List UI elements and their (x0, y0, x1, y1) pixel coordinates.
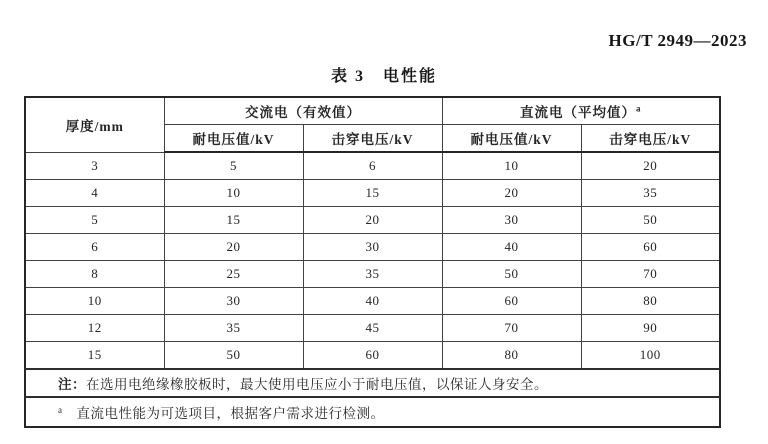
table-cell: 5 (25, 207, 164, 234)
note-row (25, 369, 720, 397)
thickness-column-header: 厚度/mm (25, 97, 164, 152)
table-cell: 10 (164, 180, 303, 207)
note-text: 在选用电绝缘橡胶板时，最大使用电压应小于耐电压值，以保证人身安全。 (86, 377, 548, 392)
table-cell: 25 (164, 261, 303, 288)
table-cell: 6 (25, 234, 164, 261)
table-cell: 20 (581, 152, 720, 180)
table-row (25, 261, 720, 288)
table-cell: 30 (303, 234, 442, 261)
dc-group-header (442, 97, 720, 125)
table-cell: 20 (303, 207, 442, 234)
table-cell: 60 (303, 342, 442, 370)
table-cell: 5 (164, 152, 303, 180)
table-cell: 10 (442, 152, 581, 180)
table-cell: 70 (442, 315, 581, 342)
table-cell: 50 (581, 207, 720, 234)
table-cell: 8 (25, 261, 164, 288)
footnote-superscript: a (58, 404, 63, 415)
dc-group-header-label: 直流电（平均值） (520, 105, 636, 120)
table-cell: 35 (164, 315, 303, 342)
dc-group-superscript: a (636, 103, 642, 114)
note-cell (25, 369, 720, 397)
table-notes (25, 369, 720, 427)
table-cell: 3 (25, 152, 164, 180)
ac-breakdown-voltage-header: 击穿电压/kV (303, 125, 442, 153)
table-cell: 45 (303, 315, 442, 342)
table-cell: 40 (442, 234, 581, 261)
electrical-properties-table (24, 96, 721, 428)
standard-number: HG/T 2949—2023 (608, 31, 747, 50)
table-cell: 20 (442, 180, 581, 207)
table-cell: 6 (303, 152, 442, 180)
table-cell: 20 (164, 234, 303, 261)
note-prefix: 注： (58, 377, 86, 392)
dc-breakdown-voltage-header: 击穿电压/kV (581, 125, 720, 153)
table-cell: 50 (442, 261, 581, 288)
table-cell: 40 (303, 288, 442, 315)
table-cell: 30 (442, 207, 581, 234)
table-cell: 30 (164, 288, 303, 315)
table-cell: 50 (164, 342, 303, 370)
table-cell: 10 (25, 288, 164, 315)
table-row (25, 234, 720, 261)
group-header-row (25, 97, 720, 125)
footnote-row (25, 397, 720, 427)
ac-withstand-voltage-header: 耐电压值/kV (164, 125, 303, 153)
table-row (25, 342, 720, 370)
footnote-cell (25, 397, 720, 427)
table-row (25, 315, 720, 342)
table-cell: 80 (442, 342, 581, 370)
table-cell: 60 (442, 288, 581, 315)
dc-withstand-voltage-header: 耐电压值/kV (442, 125, 581, 153)
table-cell: 90 (581, 315, 720, 342)
table-row (25, 288, 720, 315)
ac-group-header: 交流电（有效值） (164, 97, 442, 125)
table-cell: 80 (581, 288, 720, 315)
table-cell: 12 (25, 315, 164, 342)
table-cell: 100 (581, 342, 720, 370)
table-cell: 15 (164, 207, 303, 234)
table-row (25, 207, 720, 234)
table-cell: 15 (25, 342, 164, 370)
table-cell: 4 (25, 180, 164, 207)
table-row (25, 180, 720, 207)
footnote-text: 直流电性能为可选项目，根据客户需求进行检测。 (76, 406, 385, 421)
table-cell: 35 (303, 261, 442, 288)
table-body (25, 152, 720, 369)
table-header (25, 97, 720, 152)
table-title: 表 3 电性能 (330, 68, 437, 85)
table-cell: 35 (581, 180, 720, 207)
table-row (25, 152, 720, 180)
table-cell: 15 (303, 180, 442, 207)
table-cell: 70 (581, 261, 720, 288)
table-cell: 60 (581, 234, 720, 261)
